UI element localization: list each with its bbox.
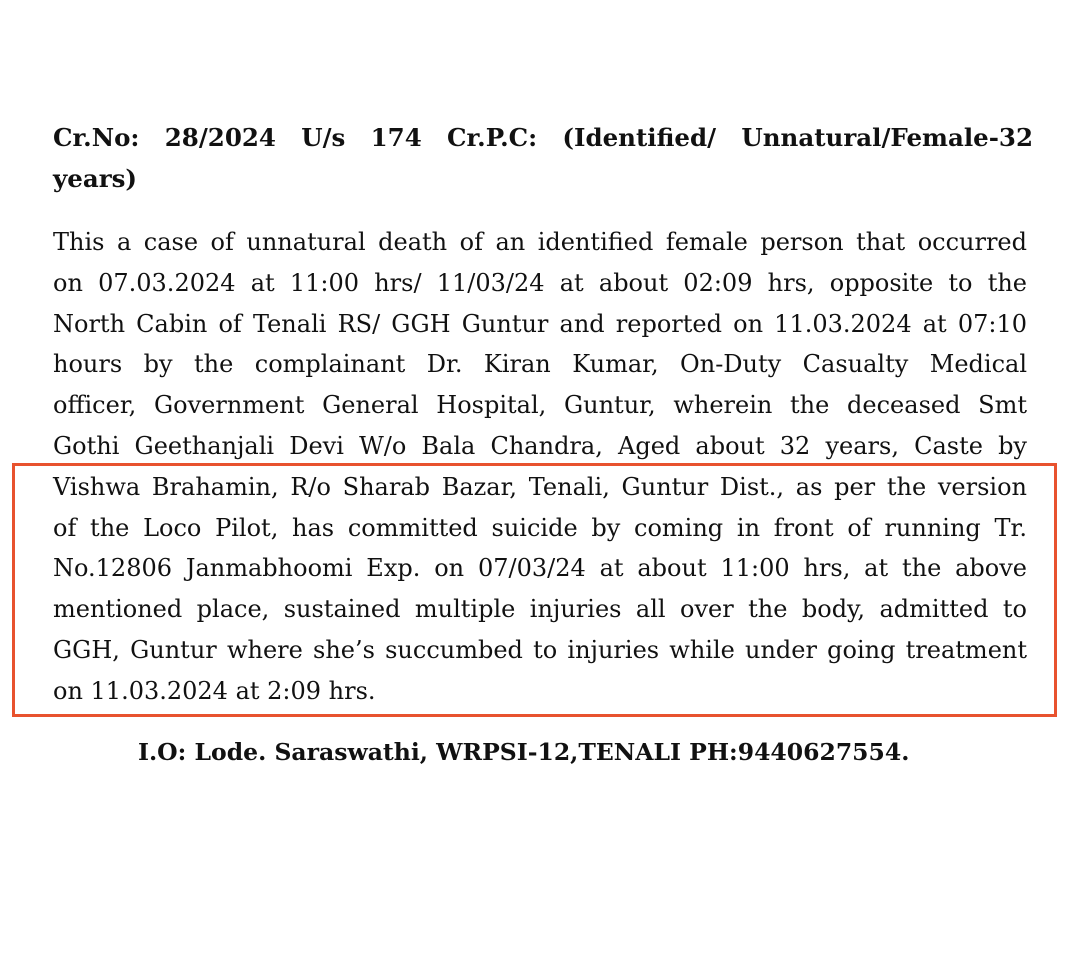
- case-description-line: mentioned place, sustained multiple injuries all over the body, admitted to: [53, 595, 1027, 624]
- case-description-line: GGH, Guntur where she’s succumbed to injuries while under going treatment: [53, 635, 1027, 664]
- investigating-officer-line: I.O: Lode. Saraswathi, WRPSI-12,TENALI PH:9440627554.: [138, 738, 910, 766]
- case-heading: [53, 117, 1033, 199]
- case-heading-line-2: years): [53, 164, 137, 193]
- case-description: [53, 222, 1027, 712]
- case-heading-line-1: Cr.No: 28/2024 U/s 174 Cr.P.C: (Identified/ Unnatural/Female-32: [53, 123, 1033, 152]
- case-description-line: on 07.03.2024 at 11:00 hrs/ 11/03/24 at about 02:09 hrs, opposite to the: [53, 268, 1027, 297]
- case-description-line: North Cabin of Tenali RS/ GGH Guntur and reported on 11.03.2024 at 07:10: [53, 309, 1027, 338]
- case-description-line: officer, Government General Hospital, Guntur, wherein the deceased Smt: [53, 391, 1027, 420]
- case-description-line: This a case of unnatural death of an identified female person that occurred: [53, 228, 1027, 256]
- case-description-line: on 11.03.2024 at 2:09 hrs.: [53, 676, 376, 705]
- case-description-line: hours by the complainant Dr. Kiran Kumar, On-Duty Casualty Medical: [53, 350, 1027, 379]
- case-description-line: of the Loco Pilot, has committed suicide by coming in front of running Tr.: [53, 513, 1027, 542]
- case-description-line: Vishwa Brahamin, R/o Sharab Bazar, Tenali, Guntur Dist., as per the version: [53, 472, 1027, 501]
- case-description-line: No.12806 Janmabhoomi Exp. on 07/03/24 at about 11:00 hrs, at the above: [53, 554, 1027, 583]
- case-description-line: Gothi Geethanjali Devi W/o Bala Chandra, Aged about 32 years, Caste by: [53, 431, 1027, 460]
